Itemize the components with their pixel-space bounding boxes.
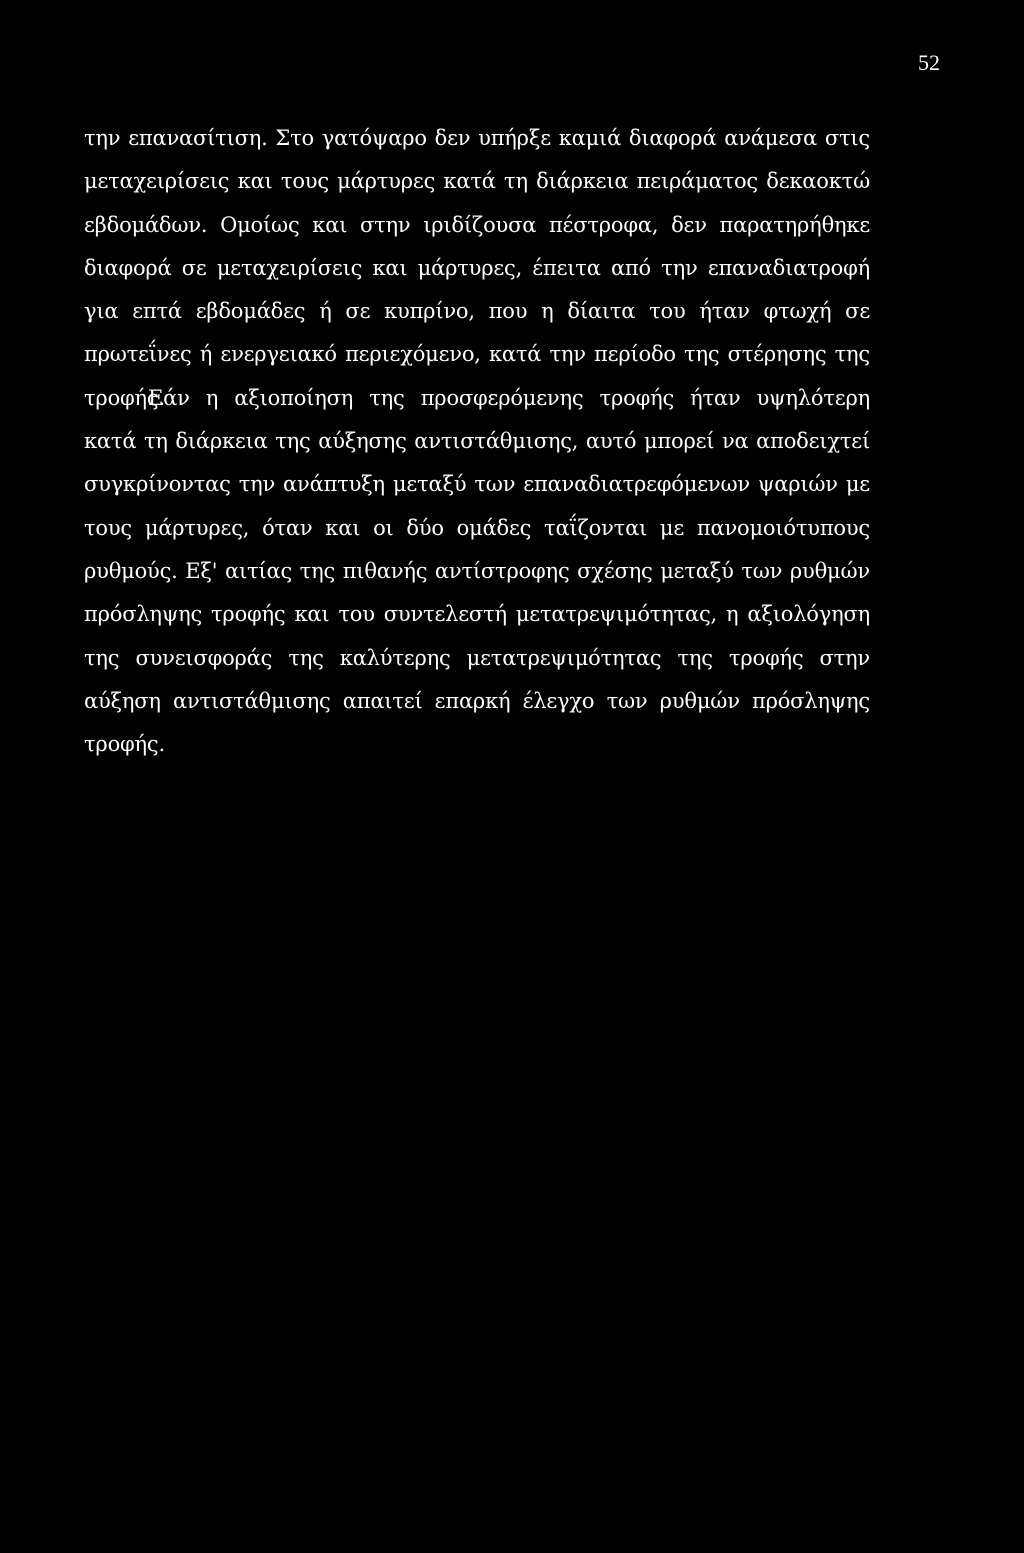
text-line: συγκρίνοντας την ανάπτυξη μεταξύ των επαναδιατρεφόμενων ψαριών με <box>84 472 870 497</box>
body-text <box>84 117 870 766</box>
text-line: πρωτεΐνες ή ενεργειακό περιεχόμενο, κατά την περίοδο της στέρησης της <box>84 342 870 367</box>
paragraph-2 <box>84 377 870 767</box>
text-line: για επτά εβδομάδες ή σε κυπρίνο, που η δίαιτα του ήταν φτωχή σε <box>84 299 870 324</box>
text-line: της συνεισφοράς της καλύτερης μετατρεψιμότητας της τροφής στην <box>84 645 870 670</box>
text-line: τροφής. <box>84 385 165 410</box>
text-line: μεταχειρίσεις και τους μάρτυρες κατά τη διάρκεια πειράματος δεκαοκτώ <box>84 169 870 194</box>
text-line: κατά τη διάρκεια της αύξησης αντιστάθμισης, αυτό μπορεί να αποδειχτεί <box>84 429 870 454</box>
text-line: τους μάρτυρες, όταν και οι δύο ομάδες ταΐζονται με πανομοιότυπους <box>84 515 870 540</box>
text-line: πρόσληψης τροφής και του συντελεστή μετατρεψιμότητας, η αξιολόγηση <box>84 602 870 627</box>
text-line: διαφορά σε μεταχειρίσεις και μάρτυρες, έπειτα από την επαναδιατροφή <box>84 255 870 280</box>
text-line: ρυθμούς. Εξ' αιτίας της πιθανής αντίστροφης σχέσης μεταξύ των ρυθμών <box>84 558 870 583</box>
text-line: την επανασίτιση. Στο γατόψαρο δεν υπήρξε καμιά διαφορά ανάμεσα στις <box>84 126 870 150</box>
paragraph-1 <box>84 117 870 420</box>
page-number: 52 <box>918 50 940 75</box>
text-line: τροφής. <box>84 732 165 757</box>
text-line: Εάν η αξιοποίηση της προσφερόμενης τροφής ήταν υψηλότερη <box>148 385 870 410</box>
text-line: αύξηση αντιστάθμισης απαιτεί επαρκή έλεγχο των ρυθμών πρόσληψης <box>84 688 870 713</box>
text-line: εβδομάδων. Ομοίως και στην ιριδίζουσα πέστροφα, δεν παρατηρήθηκε <box>84 212 870 237</box>
